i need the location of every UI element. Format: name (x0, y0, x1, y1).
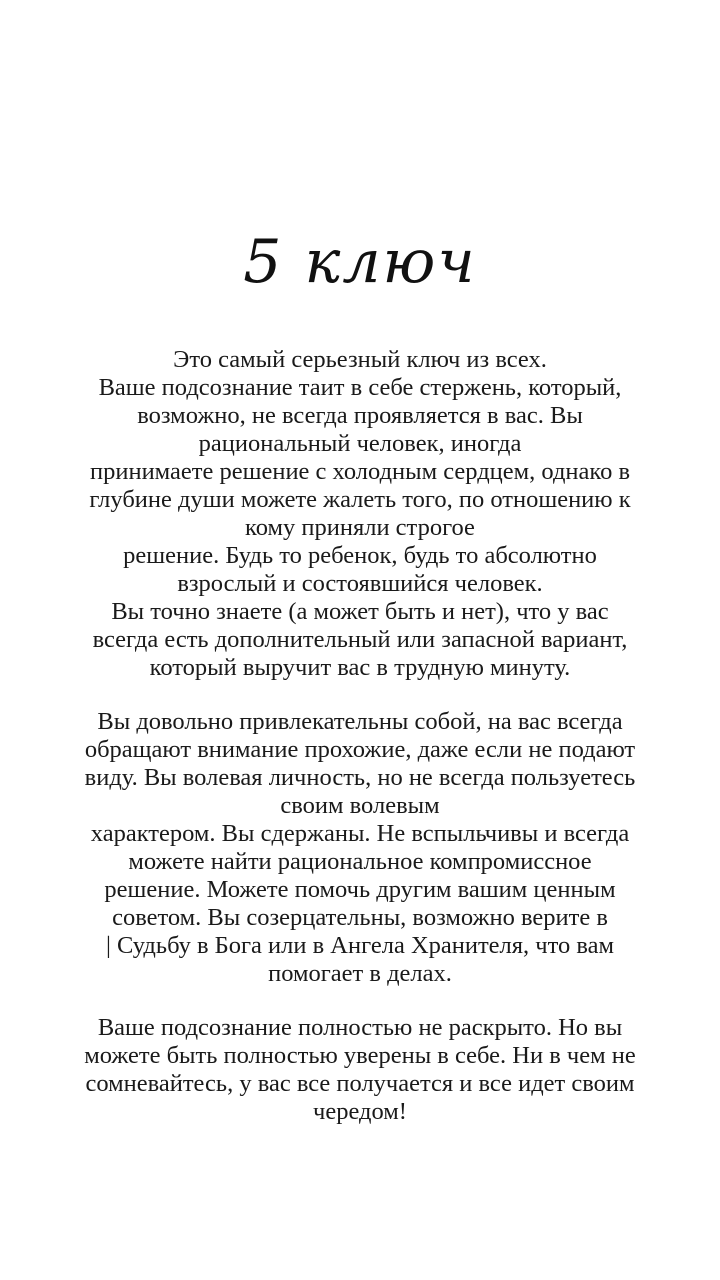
paragraph-3 (30, 1014, 690, 1126)
text-line: глубине души можете жалеть того, по отношению к (89, 486, 631, 513)
text-line: кому приняли строгое (245, 514, 475, 541)
body-text (30, 346, 690, 1126)
text-line: взрослый и состоявшийся человек. (177, 570, 543, 597)
text-line: Ваше подсознание таит в себе стержень, который, (98, 374, 622, 401)
text-line: рациональный человек, иногда (198, 430, 522, 457)
paragraph-1 (30, 346, 690, 682)
text-line: решение. Можете помочь другим вашим ценным (104, 876, 616, 903)
text-line: Это самый серьезный ключ из всех. (173, 346, 547, 373)
paragraph-2 (30, 708, 690, 988)
text-line: своим волевым (280, 792, 440, 819)
text-line: | Судьбу в Бога или в Ангела Хранителя, что вам (105, 932, 615, 959)
text-line: чередом! (313, 1098, 407, 1125)
text-line: принимаете решение с холодным сердцем, однако в (89, 458, 631, 485)
text-line: который выручит вас в трудную минуту. (149, 654, 571, 681)
text-line: возможно, не всегда проявляется в вас. Вы (137, 402, 583, 429)
text-line: виду. Вы волевая личность, но не всегда пользуетесь (84, 764, 636, 791)
text-line: обращают внимание прохожие, даже если не подают (84, 736, 636, 763)
text-line: советом. Вы созерцательны, возможно верите в (112, 904, 608, 931)
text-line: можете быть полностью уверены в себе. Ни в чем не (84, 1042, 636, 1069)
text-line: Вы довольно привлекательны собой, на вас всегда (97, 708, 623, 735)
text-line: Ваше подсознание полностью не раскрыто. Но вы (97, 1014, 623, 1041)
text-line: сомневайтесь, у вас все получается и все идет своим (85, 1070, 635, 1097)
paragraph-gap (30, 988, 690, 1014)
text-line: решение. Будь то ребенок, будь то абсолютно (123, 542, 597, 569)
text-line: можете найти рациональное компромиссное (128, 848, 592, 875)
text-line: помогает в делах. (268, 960, 452, 987)
paragraph-gap (30, 682, 690, 708)
page-title: 5 ключ (243, 227, 477, 297)
text-line: всегда есть дополнительный или запасной вариант, (92, 626, 628, 653)
text-line: Вы точно знаете (а может быть и нет), что у вас (111, 598, 609, 625)
text-line: характером. Вы сдержаны. Не вспыльчивы и всегда (90, 820, 630, 847)
